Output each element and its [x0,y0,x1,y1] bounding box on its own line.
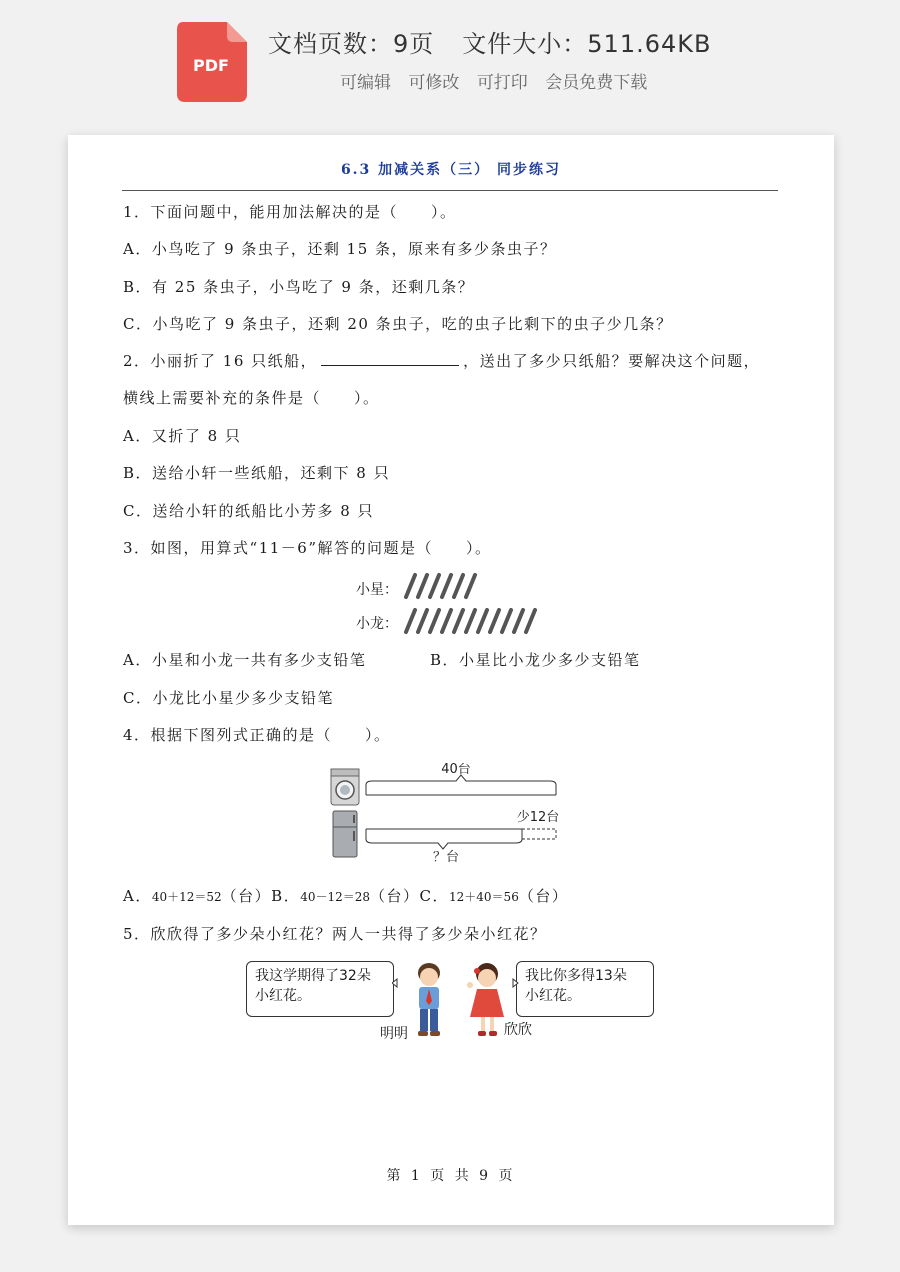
pencil-mark [526,610,535,632]
pencil-mark [418,575,427,597]
file-size: 文件大小：511.64KB [462,30,712,58]
bubble-mingming-line1: 我这学期得了32朵 [255,968,371,984]
pencil-mark [430,610,439,632]
q4-option-c-unit: （台） [518,887,569,905]
q1-stem: 1．下面问题中，能用加法解决的是（ ）。 [123,203,457,221]
document-page[interactable] [68,135,834,1225]
pdf-file-icon [177,22,247,102]
pencil-mark [454,610,463,632]
pencil-mark [406,610,415,632]
q4-option-c-equation: 12＋40＝56 [449,890,519,904]
pdf-icon-label: PDF [193,56,229,75]
pencil-row-xiaoxing [406,575,475,597]
appliance-diagram [328,763,578,863]
q2-stem-before: 2．小丽折了 16 只纸船， [123,352,318,370]
pencil-mark [430,575,439,597]
refrigerator-icon [333,811,357,857]
speech-bubble-mingming [246,961,394,1017]
q4-option-b-unit: （台） [370,887,420,905]
pencil-mark [514,610,523,632]
bubble-xinxin-line2: 小红花。 [525,988,581,1004]
file-info [268,24,711,59]
q3-option-c: C．小龙比小星少多少支铅笔 [123,689,334,707]
q1-option-a: A．小鸟吃了 9 条虫子，还剩 15 条，原来有多少条虫子？ [123,240,557,258]
q3-label-xiaolong: 小龙： [356,616,398,632]
q3-option-a: A．小星和小龙一共有多少支铅笔 [123,651,367,669]
pencil-mark [490,610,499,632]
page-footer: 第 1 页 共 9 页 [386,1168,516,1184]
q2-stem-after: ，送出了多少只纸船？要解决这个问题， [463,352,761,370]
q2-option-c: C．送给小轩的纸船比小芳多 8 只 [123,502,375,520]
washing-machine-icon [331,769,359,805]
pencil-mark [466,575,475,597]
name-xinxin: 欣欣 [504,1022,532,1038]
q4-option-b-equation: 40－12＝28 [300,890,371,904]
q4-option-a-unit: （台） [221,887,272,905]
q2-stem-line2: 横线上需要补充的条件是（ ）。 [123,389,380,407]
q4-option-a-prefix: A． [123,887,152,905]
feature-member-download: 会员免费下载 [545,73,648,93]
pencil-row-xiaolong [406,610,535,632]
q1-option-b: B．有 25 条虫子，小鸟吃了 9 条，还剩几条？ [123,278,475,296]
label-12-fewer: 少12台 [516,810,560,825]
q1-option-c: C．小鸟吃了 9 条虫子，还剩 20 条虫子，吃的虫子比剩下的虫子少几条？ [123,315,673,333]
pencil-tally-figure [402,569,552,639]
label-unknown-units: ？台 [432,850,460,863]
feature-modifiable: 可修改 [408,73,460,93]
pencil-mark [502,610,511,632]
document-title: 6.3 加减关系（三） 同步练习 [340,162,562,178]
bubble-mingming-line2: 小红花。 [255,988,311,1004]
feature-list [340,68,659,93]
q2-option-b: B．送给小轩一些纸船，还剩下 8 只 [123,464,391,482]
pencil-mark [478,610,487,632]
download-banner [0,0,900,125]
pencil-mark [418,610,427,632]
title-divider [122,190,778,191]
label-40-units: 40台 [441,763,471,777]
q2-option-a: A．又折了 8 只 [123,427,242,445]
children-illustration [392,959,522,1043]
name-mingming: 明明 [380,1026,408,1042]
q3-label-xiaoxing: 小星： [356,582,398,598]
q2-stem [123,350,760,371]
pencil-mark [454,575,463,597]
q4-stem: 4．根据下图列式正确的是（ ）。 [123,726,391,744]
feature-editable: 可编辑 [340,73,391,93]
q3-option-b: B．小星比小龙少多少支铅笔 [430,651,641,669]
q4-option-c-prefix: C． [419,887,450,905]
pencil-mark [406,575,415,597]
speech-bubble-xinxin [516,961,654,1017]
bubble-xinxin-line1: 我比你多得13朵 [525,968,627,984]
pencil-mark [442,575,451,597]
page-count: 文档页数：9页 [268,30,435,58]
q4-option-a-equation: 40＋12＝52 [151,890,222,904]
feature-printable: 可打印 [476,73,528,93]
pencil-mark [466,610,475,632]
q5-stem: 5．欣欣得了多少朵小红花？两人一共得了多少朵小红花？ [123,925,547,943]
q4-option-b-prefix: B． [271,887,301,905]
q4-options [123,885,568,906]
pencil-mark [442,610,451,632]
q2-answer-blank [321,351,459,366]
q3-stem: 3．如图，用算式“11－6”解答的问题是（ ）。 [123,539,492,557]
